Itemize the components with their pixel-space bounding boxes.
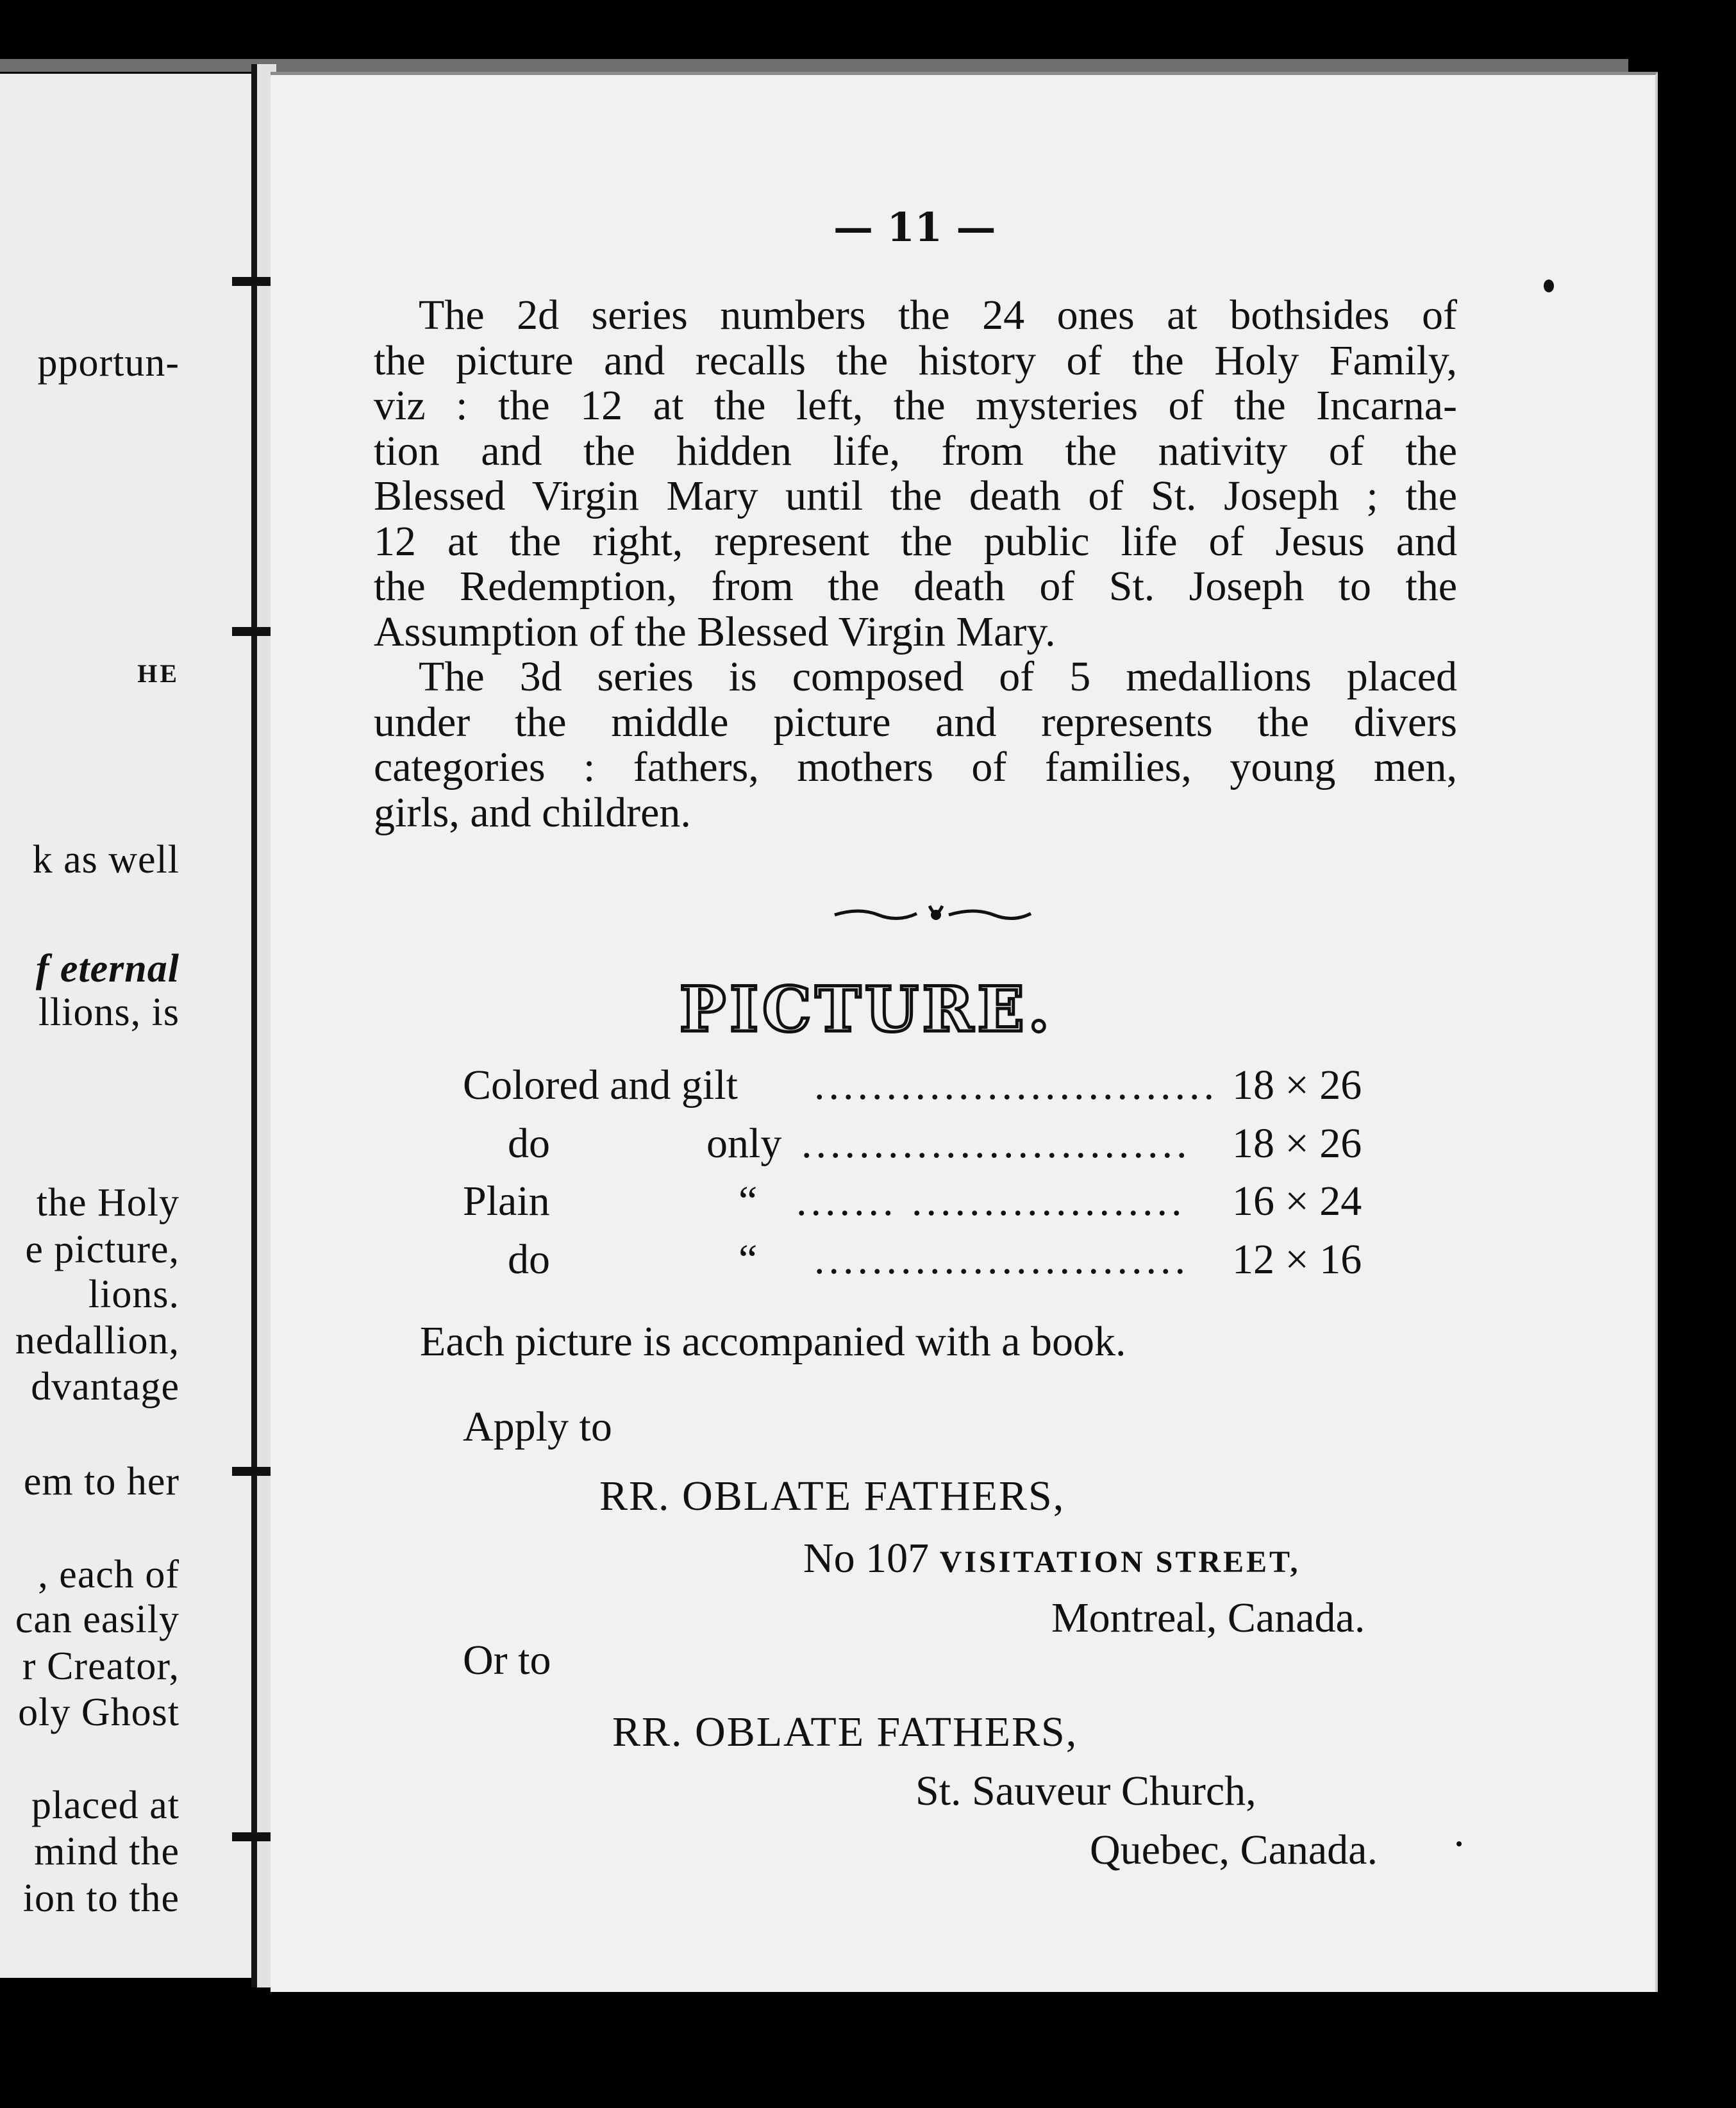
paragraph-line: 12 at the right, represent the public life of Jesus and [374,517,1457,565]
price-row [463,1060,1373,1111]
left-page-line: placed at [31,1784,179,1827]
left-page-line: oly Ghost [18,1691,179,1734]
left-page-line: HE [137,659,179,688]
paragraph-line: Blessed Virgin Mary until the death of St. Joseph ; the [374,473,1457,519]
ornament-divider [833,901,1032,926]
price-size: 16 × 24 [1232,1178,1362,1225]
address-1-city: Montreal, Canada. [1051,1594,1365,1641]
picture-heading: PICTURE. [680,973,1054,1046]
paragraph-series-2 [374,293,1457,655]
address-2-name: RR. OBLATE FATHERS, [612,1709,1078,1755]
page-number: — 11 — [833,204,996,251]
paragraph-series-3 [374,655,1457,835]
left-page [0,74,251,1978]
left-page-line: em to her [23,1460,179,1503]
price-size: 18 × 26 [1232,1062,1362,1108]
paragraph-line: categories : fathers, mothers of families, young men, [374,744,1457,791]
leader-dots: ............................ [814,1062,1218,1108]
address-2-church: St. Sauveur Church, [915,1768,1256,1814]
address-1-street [803,1534,1301,1587]
left-page-line: f eternal [35,947,179,991]
price-size: 12 × 16 [1232,1236,1362,1283]
left-page-line: nedallion, [15,1319,179,1362]
left-page-line: dvantage [31,1365,179,1409]
left-page-line: r Creator, [22,1644,179,1688]
price-item: Plain [463,1178,550,1225]
paragraph-line: girls, and children. [374,789,691,836]
paragraph-line: the Redemption, from the death of St. Joseph to the [374,563,1457,610]
left-page-line: k as well [32,838,179,882]
price-qualifier: only [706,1120,782,1167]
paragraph-line: The 3d series is composed of 5 medallions placed [419,653,1457,700]
address-1-name: RR. OBLATE FATHERS, [599,1473,1065,1519]
or-to-label: Or to [463,1637,551,1684]
paragraph-line: viz : the 12 at the left, the mysteries of the Incarna- [374,382,1457,429]
price-item: do [508,1120,550,1167]
ink-speck [1456,1841,1462,1846]
leader-dots: ........................... [801,1120,1191,1167]
page-top-edge [0,59,1628,72]
street-name: VISITATION STREET, [939,1545,1301,1579]
paragraph-line: under the middle picture and represents the divers [374,698,1457,746]
left-page-line: llions, is [38,991,179,1034]
price-item: Colored and gilt [463,1062,738,1108]
left-page-line: e picture, [25,1228,179,1271]
paragraph-line: the picture and recalls the history of the Holy Family, [374,337,1457,384]
paragraph-line: The 2d series numbers the 24 ones at bothsides of [419,292,1457,339]
left-page-line: the Holy [36,1181,179,1225]
left-page-line: , each of [38,1553,179,1596]
ink-speck [1544,280,1554,292]
apply-to-label: Apply to [463,1403,612,1450]
leader-dots: ....... ................... [796,1178,1186,1225]
price-qualifier: “ [739,1236,758,1283]
address-2-city: Quebec, Canada. [1090,1827,1378,1873]
paragraph-line: tion and the hidden life, from the nativity of the [374,427,1457,474]
book-note: Each picture is accompanied with a book. [420,1318,1126,1365]
street-number: No 107 [803,1535,930,1582]
price-row [463,1118,1373,1169]
price-row [463,1176,1373,1227]
paragraph-line: Assumption of the Blessed Virgin Mary. [374,608,1056,655]
price-size: 18 × 26 [1232,1120,1362,1167]
left-page-line: mind the [34,1830,179,1873]
left-page-line: lions. [88,1273,179,1316]
price-qualifier: “ [739,1178,758,1225]
left-page-line: ion to the [22,1877,179,1920]
left-page-line: can easily [15,1598,179,1641]
leader-dots: .......................... [814,1236,1189,1283]
price-row [463,1234,1373,1285]
left-page-line: pportun- [37,341,179,385]
price-item: do [508,1236,550,1283]
